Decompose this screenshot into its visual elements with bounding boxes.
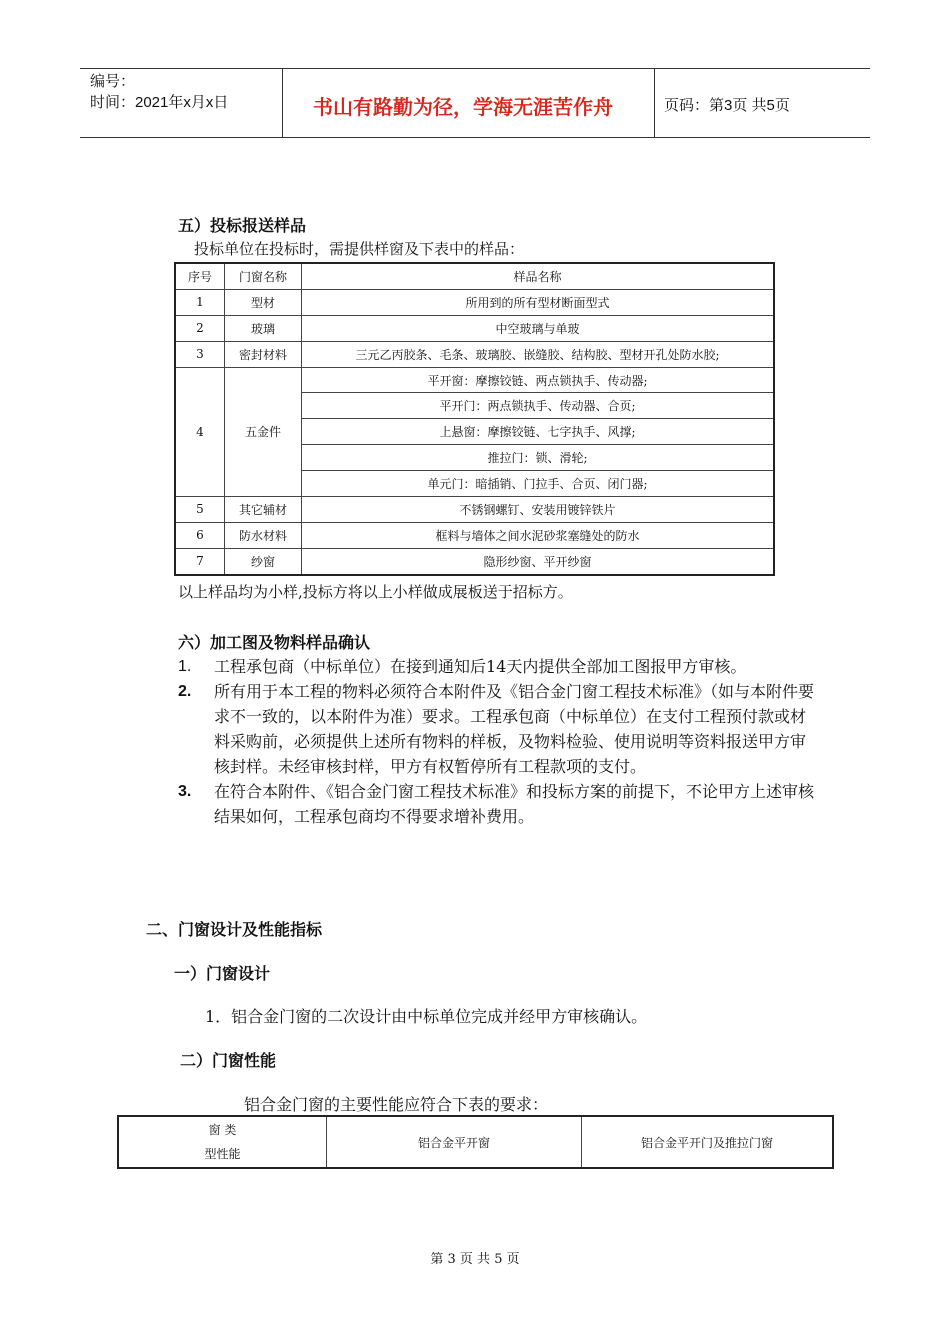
row-name: 其它辅材 [225, 497, 302, 523]
row-sample: 框料与墙体之间水泥砂浆塞缝处的防水 [302, 522, 775, 548]
table-header-cell: 门窗名称 [225, 263, 302, 289]
samples-note: 以上样品均为小样,投标方将以上小样做成展板送于招标方。 [178, 583, 573, 601]
corner-header-cell [118, 1116, 327, 1168]
list-item-number: 1. [178, 658, 192, 675]
list-item [178, 779, 818, 829]
subsection-heading: 二）门窗性能 [180, 1051, 277, 1070]
row-name: 型材 [225, 289, 302, 315]
table-row [175, 522, 774, 548]
table-header-cell: 序号 [175, 263, 225, 289]
list-item-text: 在符合本附件、《铝合金门窗工程技术标准》和投标方案的前提下，不论甲方上述审核结果如何，工程承包商均不得要求增补费用。 [214, 782, 815, 826]
document-number-label: 编号： [90, 73, 136, 90]
header-motto: 书山有路勤为径，学海无涯苦作舟 [313, 95, 613, 119]
page-header [80, 68, 870, 138]
section-intro: 投标单位在投标时，需提供样窗及下表中的样品： [194, 240, 525, 258]
row-number: 4 [175, 367, 225, 496]
header-meta [90, 71, 228, 113]
row-sample: 推拉门：锁、滑轮; [302, 445, 775, 471]
header-divider [282, 69, 283, 137]
row-sample: 中空玻璃与单玻 [302, 315, 775, 341]
page-footer: 第 3 页 共 5 页 [430, 1252, 520, 1267]
row-sample: 平开门：两点锁执手、传动器、合页; [302, 393, 775, 419]
row-sample: 三元乙丙胶条、毛条、玻璃胶、嵌缝胶、结构胶、型材开孔处防水胶; [302, 341, 775, 367]
row-number: 3 [175, 341, 225, 367]
row-sample: 单元门：暗插销、门拉手、合页、闭门器; [302, 471, 775, 497]
corner-bottom-label: 型性能 [204, 1147, 241, 1161]
list-item-number: 2. [178, 683, 192, 700]
corner-top-label: 窗 类 [208, 1123, 237, 1137]
section-heading: 六）加工图及物料样品确认 [178, 633, 371, 652]
list-item [178, 654, 818, 679]
row-number: 5 [175, 497, 225, 523]
subsection-heading: 一）门窗设计 [174, 964, 271, 983]
confirmation-list [178, 654, 818, 829]
row-number: 7 [175, 548, 225, 574]
row-name: 纱窗 [225, 548, 302, 574]
table-header-cell: 铝合金平开窗 [327, 1116, 582, 1168]
subsection-intro: 铝合金门窗的主要性能应符合下表的要求： [244, 1095, 549, 1114]
row-sample: 所用到的所有型材断面型式 [302, 289, 775, 315]
table-header-cell: 样品名称 [302, 263, 775, 289]
row-sample: 隐形纱窗、平开纱窗 [302, 548, 775, 574]
header-page-label: 页码：第3页 共5页 [664, 97, 790, 114]
table-row [175, 289, 774, 315]
table-header-row [118, 1116, 833, 1168]
document-date-label: 时间：2021年x月x日 [90, 94, 229, 111]
row-name: 玻璃 [225, 315, 302, 341]
table-row [175, 315, 774, 341]
table-row [175, 548, 774, 574]
row-number: 1 [175, 289, 225, 315]
table-row [175, 367, 774, 393]
row-name: 五金件 [225, 367, 302, 496]
list-item-number: 3. [178, 783, 192, 800]
table-header-row [175, 263, 774, 289]
performance-table [117, 1115, 834, 1169]
list-item-text: 所有用于本工程的物料必须符合本附件及《铝合金门窗工程技术标准》（如与本附件要求不一致的，以本附件为准）要求。工程承包商（中标单位）在支付工程预付款或材料采购前，必须提供上述所有物料的样板，及物料检验、使用说明等资料报送甲方审核封样。未经审核封样，甲方有权暂停所有工程款项的支付。 [214, 682, 815, 776]
row-name: 密封材料 [225, 341, 302, 367]
row-number: 2 [175, 315, 225, 341]
row-sample: 上悬窗：摩擦铰链、七字执手、风撑; [302, 419, 775, 445]
section-heading: 五）投标报送样品 [178, 216, 307, 235]
row-sample: 平开窗：摩擦铰链、两点锁执手、传动器; [302, 367, 775, 393]
table-row [175, 341, 774, 367]
table-header-cell: 铝合金平开门及推拉门窗 [582, 1116, 834, 1168]
row-number: 6 [175, 522, 225, 548]
subsection-text: 1．铝合金门窗的二次设计由中标单位完成并经甲方审核确认。 [205, 1007, 648, 1026]
chapter-heading: 二、门窗设计及性能指标 [146, 920, 323, 939]
list-item-text: 工程承包商（中标单位）在接到通知后14天内提供全部加工图报甲方审核。 [214, 657, 747, 676]
header-divider [654, 69, 655, 137]
list-item [178, 679, 818, 779]
table-row [175, 497, 774, 523]
row-sample: 不锈钢螺钉、安装用镀锌铁片 [302, 497, 775, 523]
row-name: 防水材料 [225, 522, 302, 548]
samples-table [174, 262, 775, 576]
